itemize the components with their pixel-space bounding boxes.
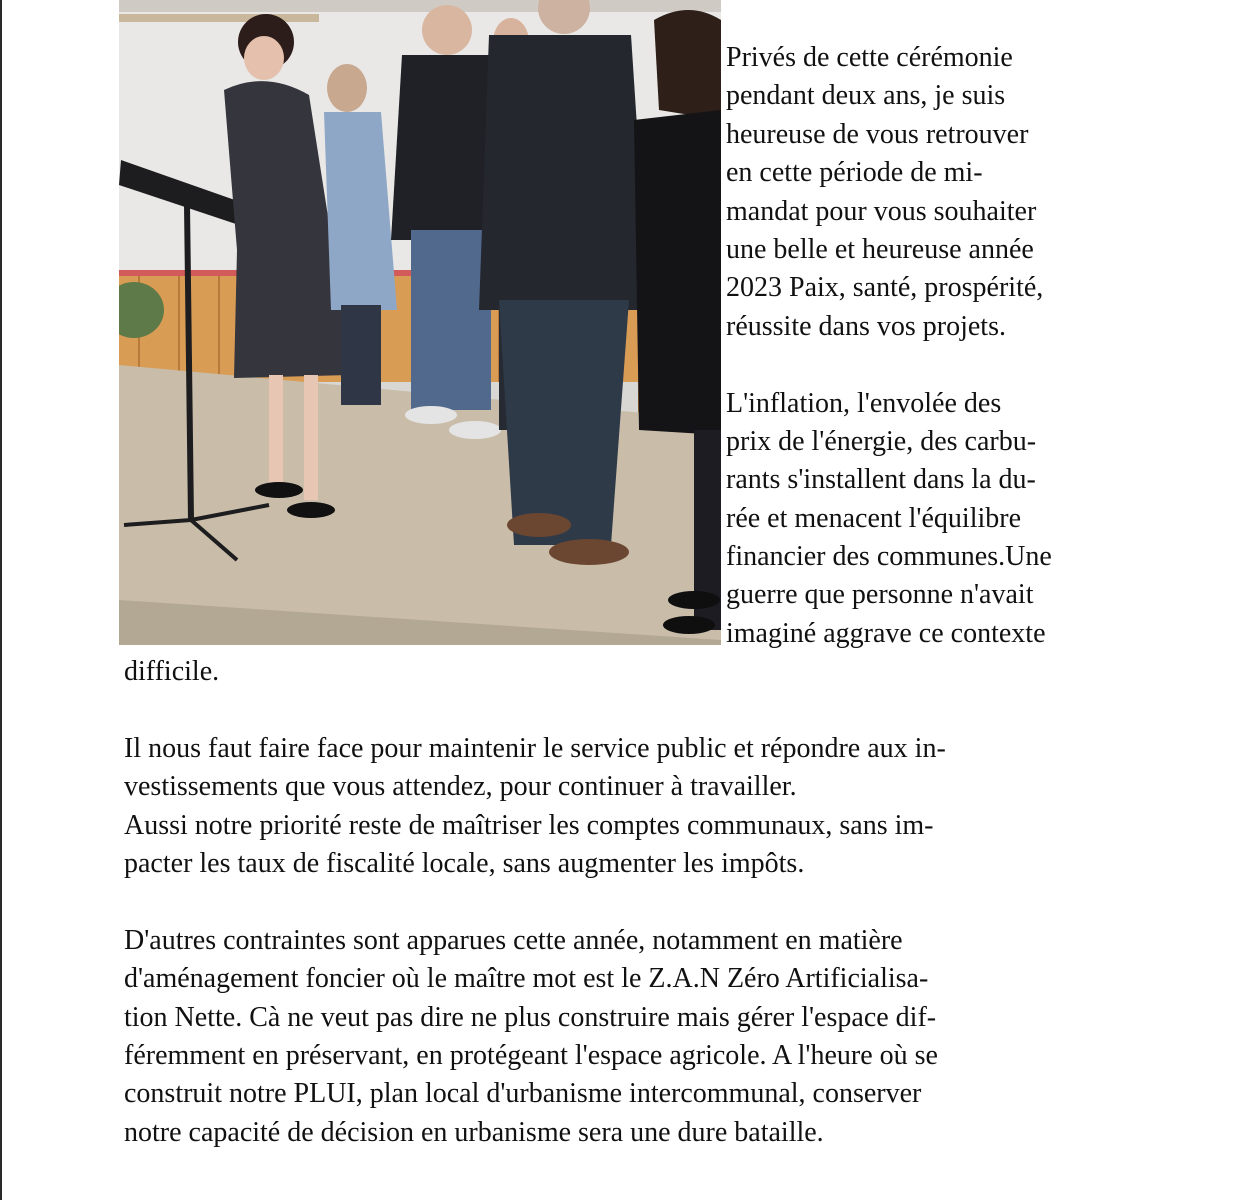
side-column-text [726, 39, 1121, 653]
ceremony-photo-illustration [119, 0, 721, 645]
paragraph-inflation [726, 385, 1121, 654]
paragraph-gap [726, 346, 1121, 384]
text-line: d'aménagement foncier où le maître mot est le Z.A.N Zéro Artificialisa- [124, 963, 929, 995]
text-line: Il nous faut faire face pour maintenir le service public et répondre aux in- [124, 732, 946, 764]
text-line: imaginé aggrave ce contexte [726, 617, 1046, 649]
full-width-text [124, 653, 1114, 1152]
text-line: féremment en préservant, en protégeant l'espace agricole. A l'heure où se [124, 1039, 938, 1071]
text-line: heureuse de vous retrouver [726, 118, 1029, 150]
text-line: 2023 Paix, santé, prospérité, [726, 272, 1044, 304]
text-line: construit notre PLUI, plan local d'urbanisme intercommunal, conserver [124, 1078, 922, 1110]
text-line: pendant deux ans, je suis [726, 80, 1006, 112]
text-line: mandat pour vous souhaiter [726, 195, 1037, 227]
text-line: guerre que personne n'avait [726, 579, 1034, 611]
text-line: financier des communes.Une [726, 541, 1052, 573]
text-line: difficile. [124, 656, 220, 687]
text-line: rée et menacent l'équilibre [726, 502, 1021, 534]
text-line: tion Nette. Cà ne veut pas dire ne plus construire mais gérer l'espace dif- [124, 1001, 937, 1033]
text-line: Aussi notre priorité reste de maîtriser les comptes communaux, sans im- [124, 809, 934, 841]
page-edge-rule [0, 0, 2, 1200]
text-line: Privés de cette cérémonie [726, 42, 1013, 73]
ceremony-photo [119, 0, 721, 645]
text-line: pacter les taux de fiscalité locale, sans augmenter les impôts. [124, 847, 805, 879]
text-line: en cette période de mi- [726, 157, 983, 189]
text-line: vestissements que vous attendez, pour continuer à travailler. [124, 771, 797, 803]
text-line: L'inflation, l'envolée des [726, 387, 1002, 419]
text-line: une belle et heureuse année [726, 233, 1034, 265]
text-line: réussite dans vos projets. [726, 310, 1006, 342]
text-line: D'autres contraintes sont apparues cette année, notamment en matière [124, 924, 903, 956]
paragraph-gap [124, 691, 1114, 729]
paragraph-greeting [726, 39, 1121, 346]
text-line: prix de l'énergie, des carbu- [726, 425, 1037, 457]
text-line: notre capacité de décision en urbanisme sera une dure bataille. [124, 1116, 824, 1148]
paragraph-gap [124, 883, 1114, 921]
text-line: rants s'installent dans la du- [726, 464, 1036, 496]
